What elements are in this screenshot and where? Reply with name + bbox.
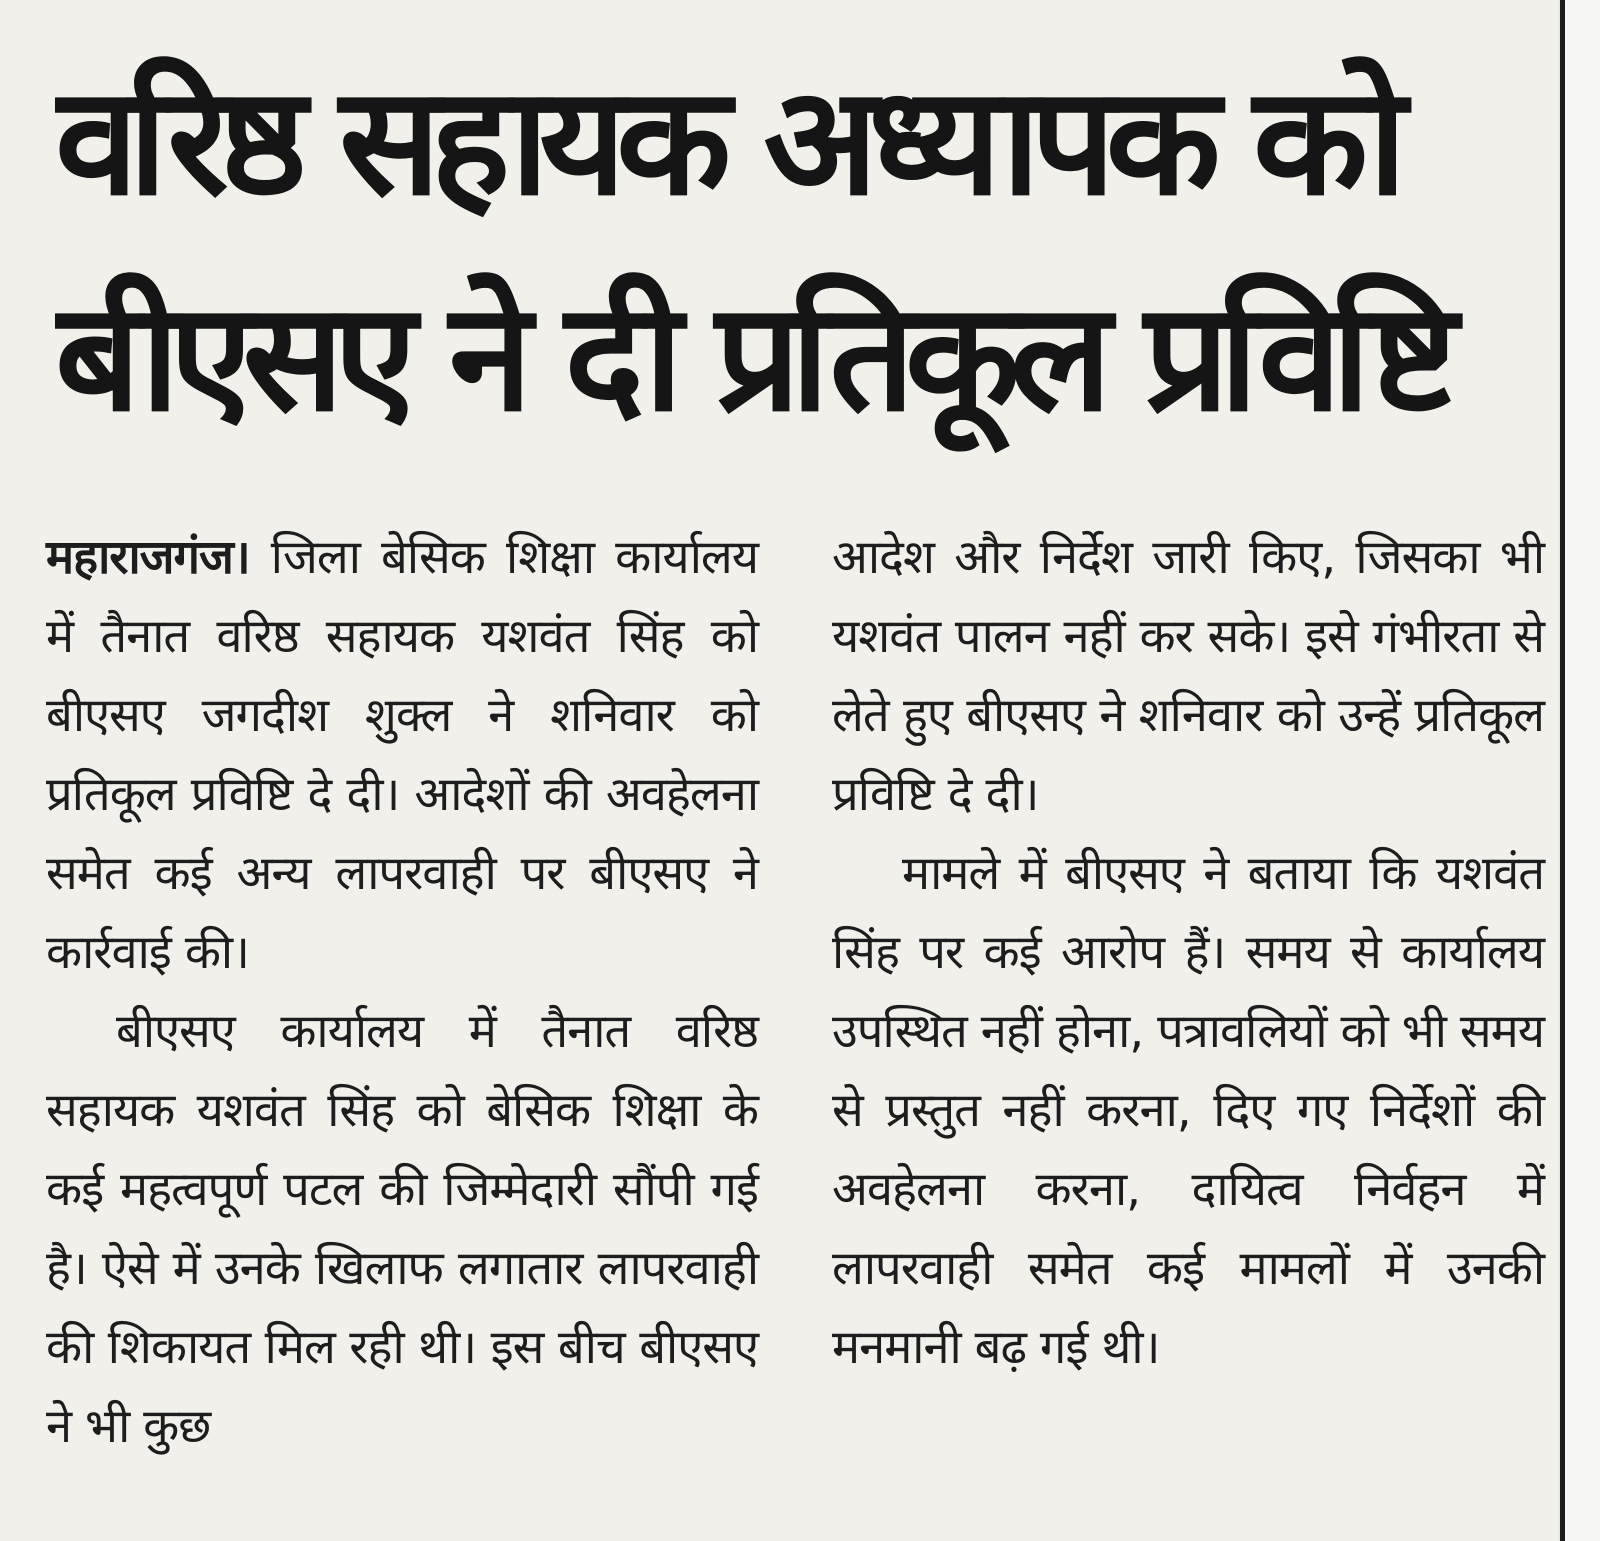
dateline: महाराजगंज। xyxy=(46,530,250,585)
headline-line-1: वरिष्ठ सहायक अध्यापक को xyxy=(55,55,1398,229)
paragraph-text: जिला बेसिक शिक्षा कार्यालय में तैनात वरिष्ठ सहायक यशवंत सिंह को बीएसए जगदीश शुक्ल ने शनिवार को प्रतिकूल प्रविष्टि दे दी। आदेशों की अवहेलना समेत कई अन्य लापरवाही पर बीएसए ने कार्रवाई की। xyxy=(46,530,758,980)
article-paragraph: मामले में बीएसए ने बताया कि यशवंत सिंह पर कई आरोप हैं। समय से कार्यालय उपस्थित नहीं होना, पत्रावलियों को भी समय से प्रस्तुत नहीं करना, दिए गए निर्देशों की अवहेलना करना, दायित्व निर्वहन में लापरवाही समेत कई मामलों में उनकी मनमानी बढ़ गई थी। xyxy=(832,846,1545,1375)
article-paragraph xyxy=(46,518,758,992)
headline-line-2: बीएसए ने दी प्रतिकूल प्रविष्टि xyxy=(55,271,1449,445)
article-column-left xyxy=(46,518,758,1466)
page-margin xyxy=(1565,0,1600,1541)
article-column-right xyxy=(832,518,1544,1387)
article-paragraph: बीएसए कार्यालय में तैनात वरिष्ठ सहायक यशवंत सिंह को बेसिक शिक्षा के कई महत्वपूर्ण पटल की जिम्मेदारी सौंपी गई है। ऐसे में उनके खिलाफ लगातार लापरवाही की शिकायत मिल रही थी। इस बीच बीएसए ने भी कुछ xyxy=(46,1004,758,1454)
article-paragraph: आदेश और निर्देश जारी किए, जिसका भी यशवंत पालन नहीं कर सके। इसे गंभीरता से लेते हुए बीएसए ने शनिवार को उन्हें प्रतिकूल प्रविष्टि दे दी। xyxy=(832,530,1544,822)
